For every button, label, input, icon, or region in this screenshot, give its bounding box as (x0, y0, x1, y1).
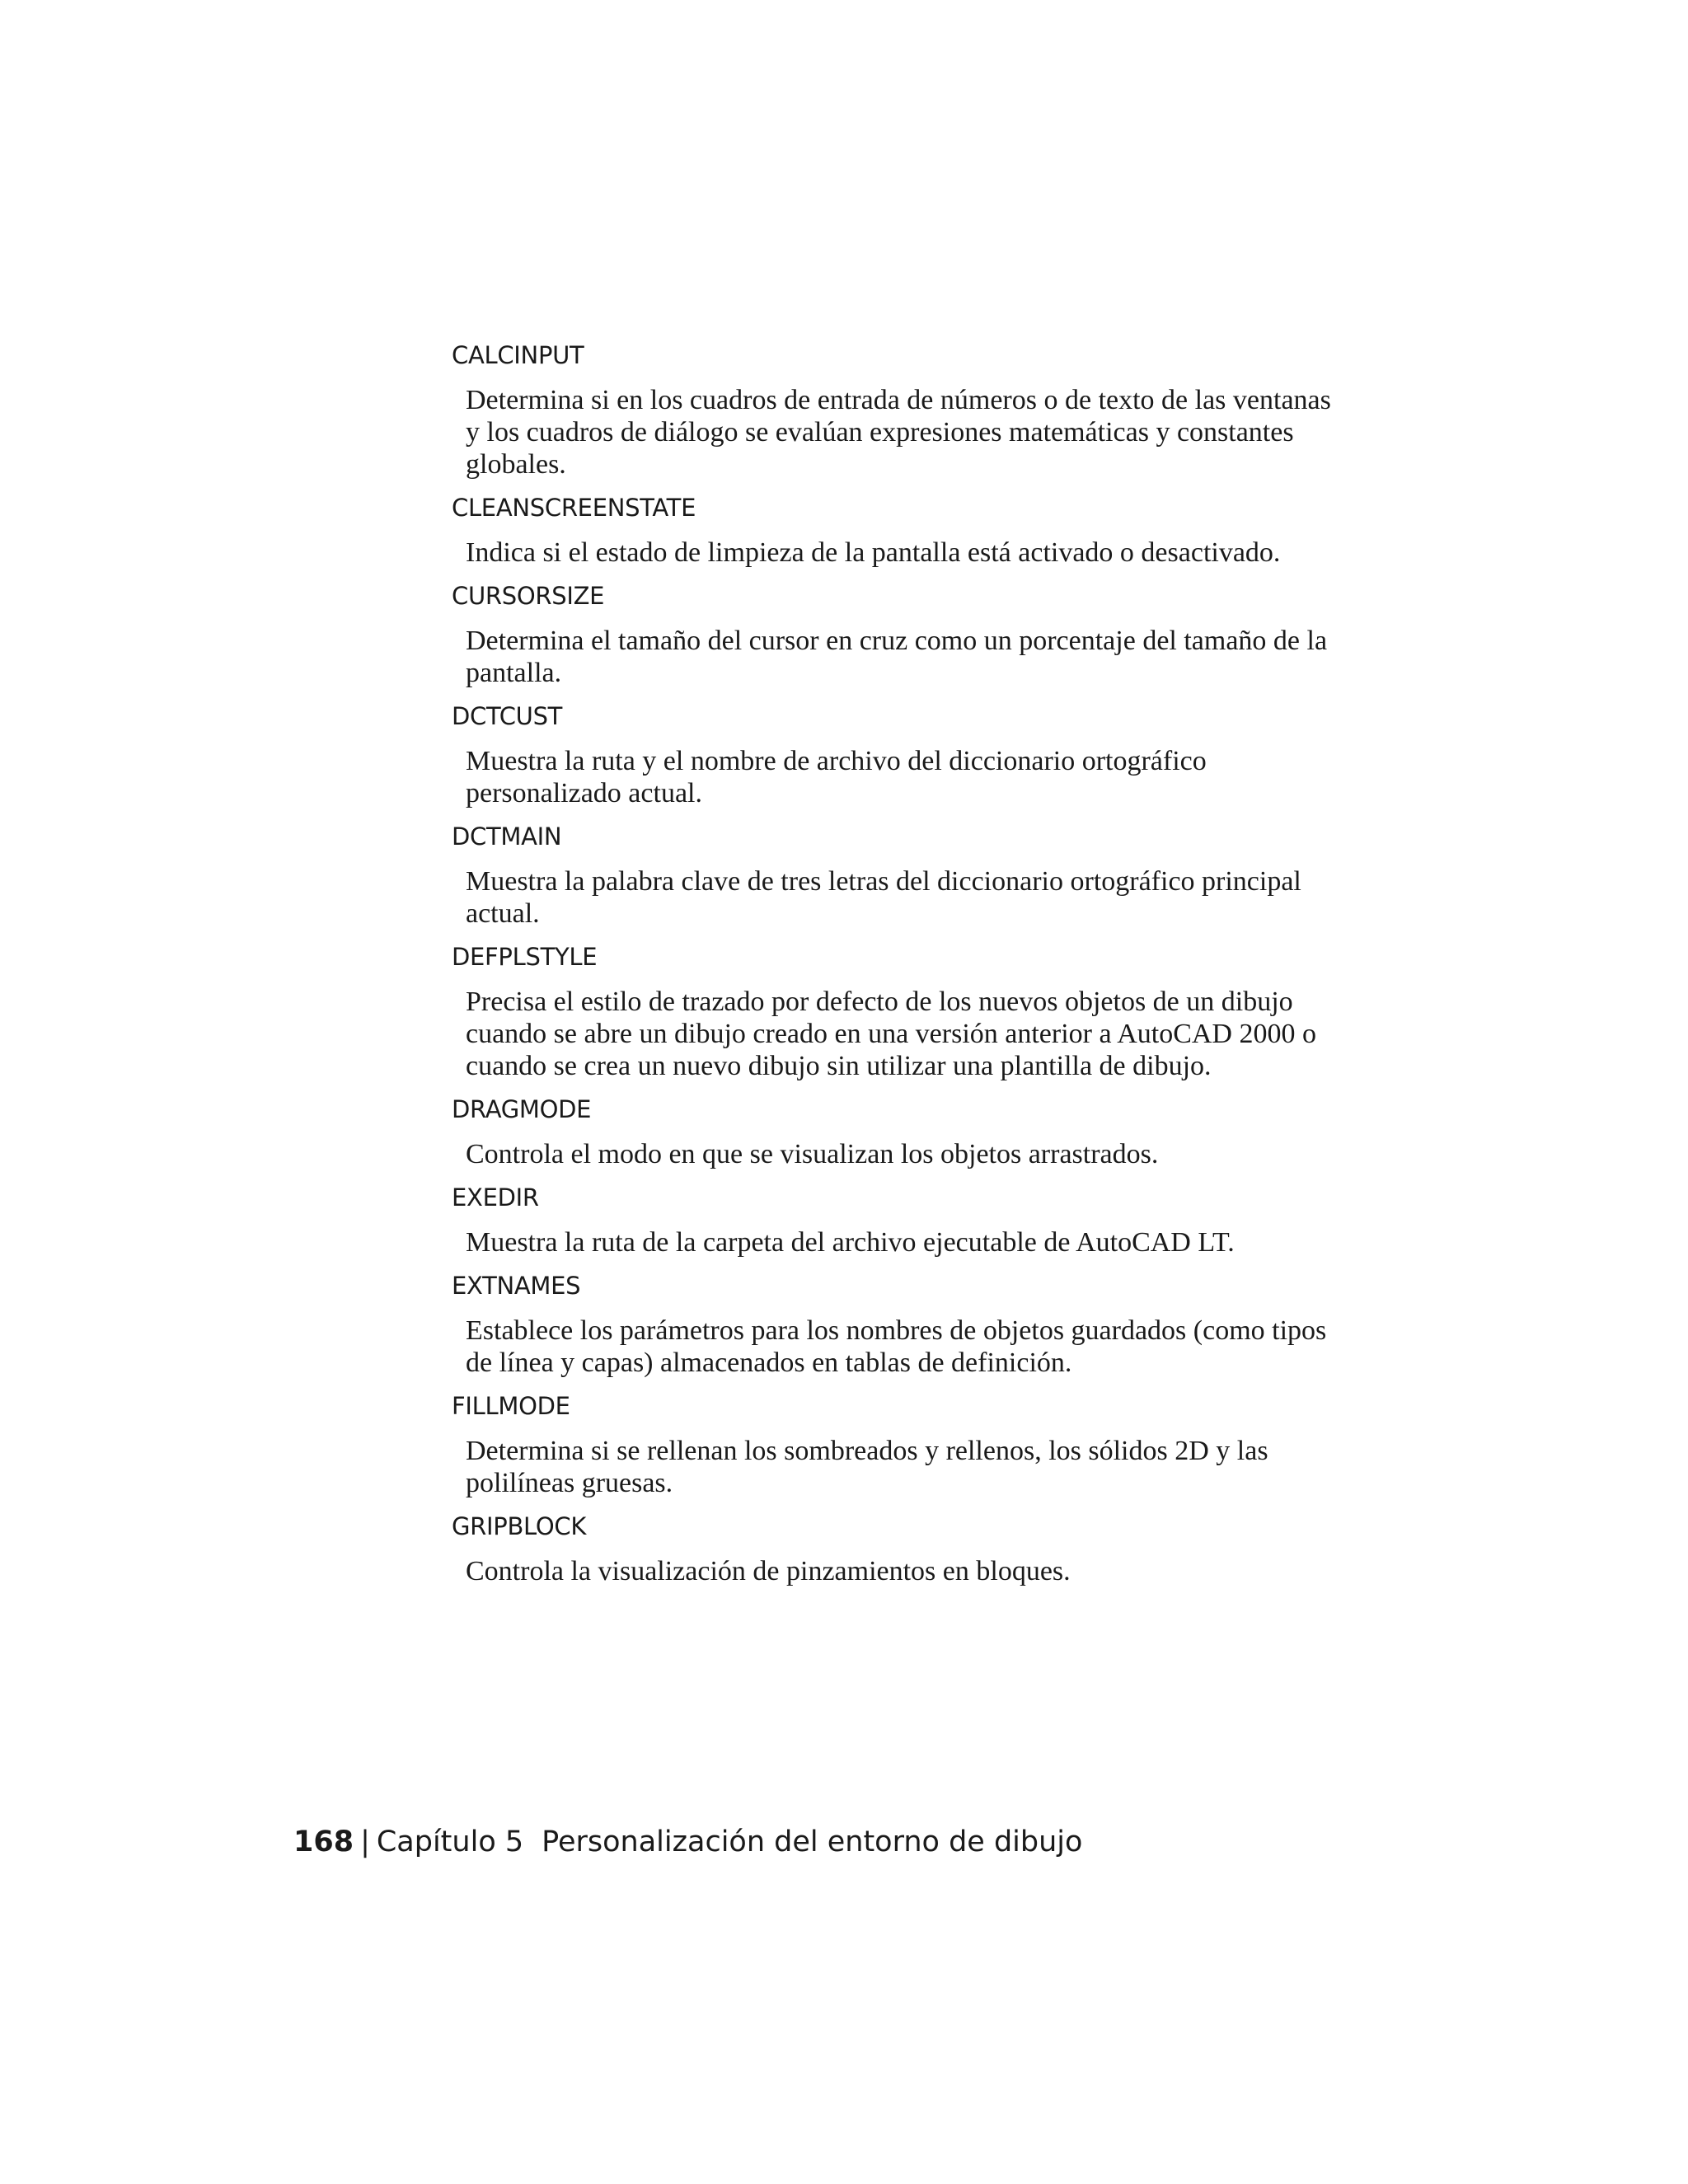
list-item (452, 941, 1342, 1082)
list-item (452, 821, 1342, 930)
variable-name: DCTCUST (452, 702, 563, 730)
variable-description: Controla la visualización de pinzamientos en bloques. (466, 1556, 1071, 1586)
list-item (452, 492, 1342, 569)
list-item (452, 1390, 1342, 1499)
list-item (452, 340, 1342, 480)
list-item (452, 1182, 1342, 1258)
variable-description: Establece los parámetros para los nombres de objetos guardados (como tipos de línea y capas) almacenados en tablas de definición. (466, 1315, 1327, 1378)
variable-name: CALCINPUT (452, 341, 584, 369)
variable-list (452, 340, 1342, 1599)
list-item (452, 1511, 1342, 1587)
variable-description: Controla el modo en que se visualizan los objetos arrastrados. (466, 1139, 1159, 1169)
variable-description: Muestra la ruta de la carpeta del archivo ejecutable de AutoCAD LT. (466, 1227, 1235, 1258)
variable-name: CURSORSIZE (452, 582, 605, 610)
variable-name: DEFPLSTYLE (452, 943, 598, 971)
variable-name: GRIPBLOCK (452, 1512, 587, 1540)
chapter-label: Capítulo 5 (376, 1825, 524, 1858)
list-item (452, 580, 1342, 689)
variable-description: Determina si en los cuadros de entrada de números o de texto de las ventanas y los cuadros de diálogo se evalúan expresiones matemáticas y constantes globales. (466, 385, 1331, 480)
variable-name: EXEDIR (452, 1183, 539, 1212)
list-item (452, 1270, 1342, 1379)
list-item (452, 1094, 1342, 1170)
footer-separator: | (360, 1825, 370, 1858)
variable-name: EXTNAMES (452, 1272, 581, 1300)
variable-description: Indica si el estado de limpieza de la pantalla está activado o desactivado. (466, 537, 1281, 568)
variable-name: FILLMODE (452, 1392, 570, 1420)
variable-description: Muestra la ruta y el nombre de archivo del diccionario ortográfico personalizado actual. (466, 746, 1207, 808)
variable-name: CLEANSCREENSTATE (452, 494, 696, 522)
variable-description: Muestra la palabra clave de tres letras del diccionario ortográfico principal actual. (466, 866, 1301, 929)
variable-description: Determina el tamaño del cursor en cruz como un porcentaje del tamaño de la pantalla. (466, 626, 1328, 688)
variable-description: Determina si se rellenan los sombreados y rellenos, los sólidos 2D y las polilíneas gruesas. (466, 1436, 1268, 1498)
variable-name: DRAGMODE (452, 1095, 592, 1123)
page-footer (293, 1824, 1082, 1860)
chapter-title: Personalización del entorno de dibujo (542, 1825, 1083, 1858)
variable-name: DCTMAIN (452, 823, 562, 851)
list-item (452, 701, 1342, 809)
page-number: 168 (293, 1825, 354, 1858)
variable-description: Precisa el estilo de trazado por defecto de los nuevos objetos de un dibujo cuando se abre un dibujo creado en una versión anterior a AutoCAD 2000 o cuando se crea un nuevo dibujo sin utilizar una plantilla de dibujo. (466, 987, 1316, 1081)
